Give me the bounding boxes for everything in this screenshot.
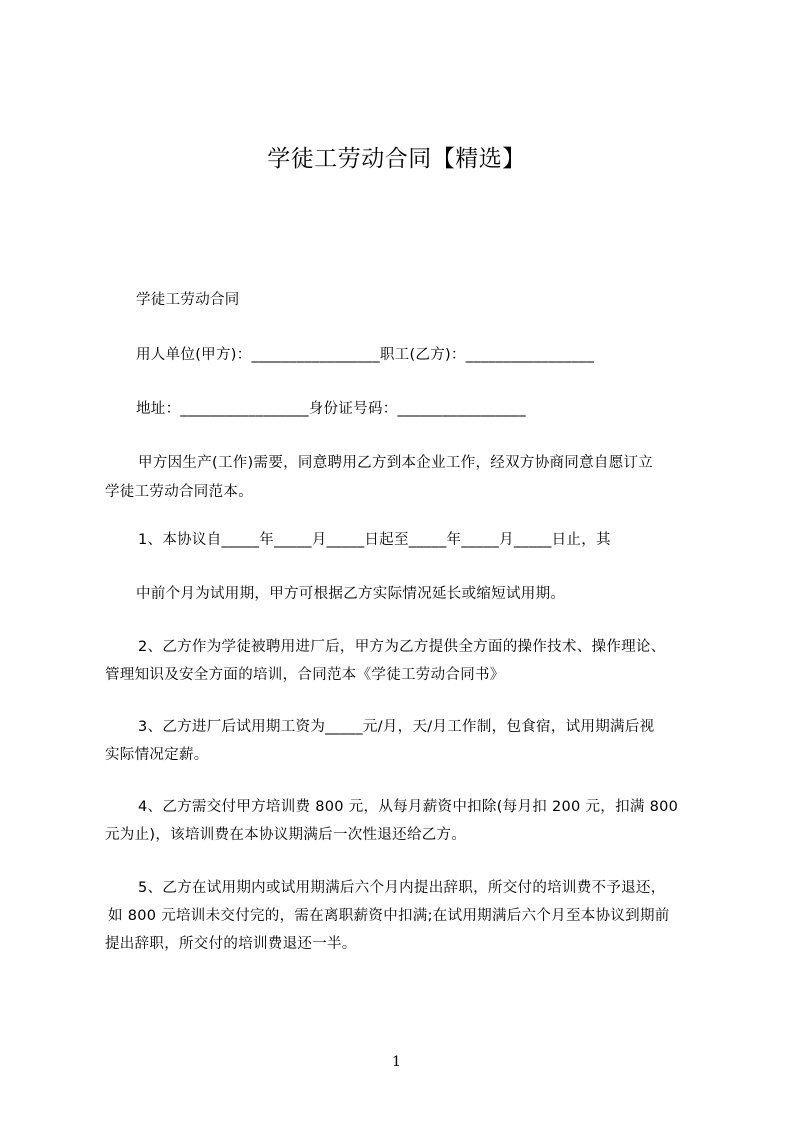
clause-5-line-1: 5、乙方在试用期内或试用期满后六个月内提出辞职，所交付的培训费不予退还，	[138, 880, 666, 896]
clause-5-line-2: 如 800 元培训未交付完的，需在离职薪资中扣满;在试用期满后六个月至本协议到期前	[108, 908, 670, 924]
clause-4-line-2: 元为止)，该培训费在本协议期满后一次性退还给乙方。	[105, 827, 467, 843]
intro-paragraph-line-1: 甲方因生产(工作)需要，同意聘用乙方到本企业工作，经双方协商同意自愿订立	[138, 455, 654, 471]
clause-1-line-1: 1、本协议自_____年_____月_____日起至_____年_____月_____日止，其	[138, 532, 611, 548]
document-title: 学徒工劳动合同【精选】	[267, 146, 526, 172]
clause-3-line-2: 实际情况定薪。	[105, 747, 209, 763]
clause-4-line-1: 4、乙方需交付甲方培训费 800 元，从每月薪资中扣除(每月扣 200 元，扣满 800	[138, 799, 679, 815]
party-fields-line: 用人单位(甲方)：_________________职工(乙方)：_________________	[136, 347, 595, 363]
clause-5-line-3: 提出辞职，所交付的培训费退还一半。	[105, 936, 357, 952]
address-id-line: 地址：_________________身份证号码：_________________	[136, 401, 526, 417]
clause-1-line-2: 中前个月为试用期，甲方可根据乙方实际情况延长或缩短试用期。	[136, 586, 566, 602]
page-number: 1	[392, 1054, 401, 1070]
clause-2-line-1: 2、乙方作为学徒被聘用进厂后，甲方为乙方提供全方面的操作技术、操作理论、	[138, 639, 666, 655]
clause-2-line-2: 管理知识及安全方面的培训，合同范本《学徒工劳动合同书》	[105, 667, 505, 683]
intro-paragraph-line-2: 学徒工劳动合同范本。	[105, 484, 253, 500]
contract-heading: 学徒工劳动合同	[136, 292, 240, 308]
clause-3-line-1: 3、乙方进厂后试用期工资为_____元/月，天/月工作制，包食宿，试用期满后视	[138, 719, 655, 735]
